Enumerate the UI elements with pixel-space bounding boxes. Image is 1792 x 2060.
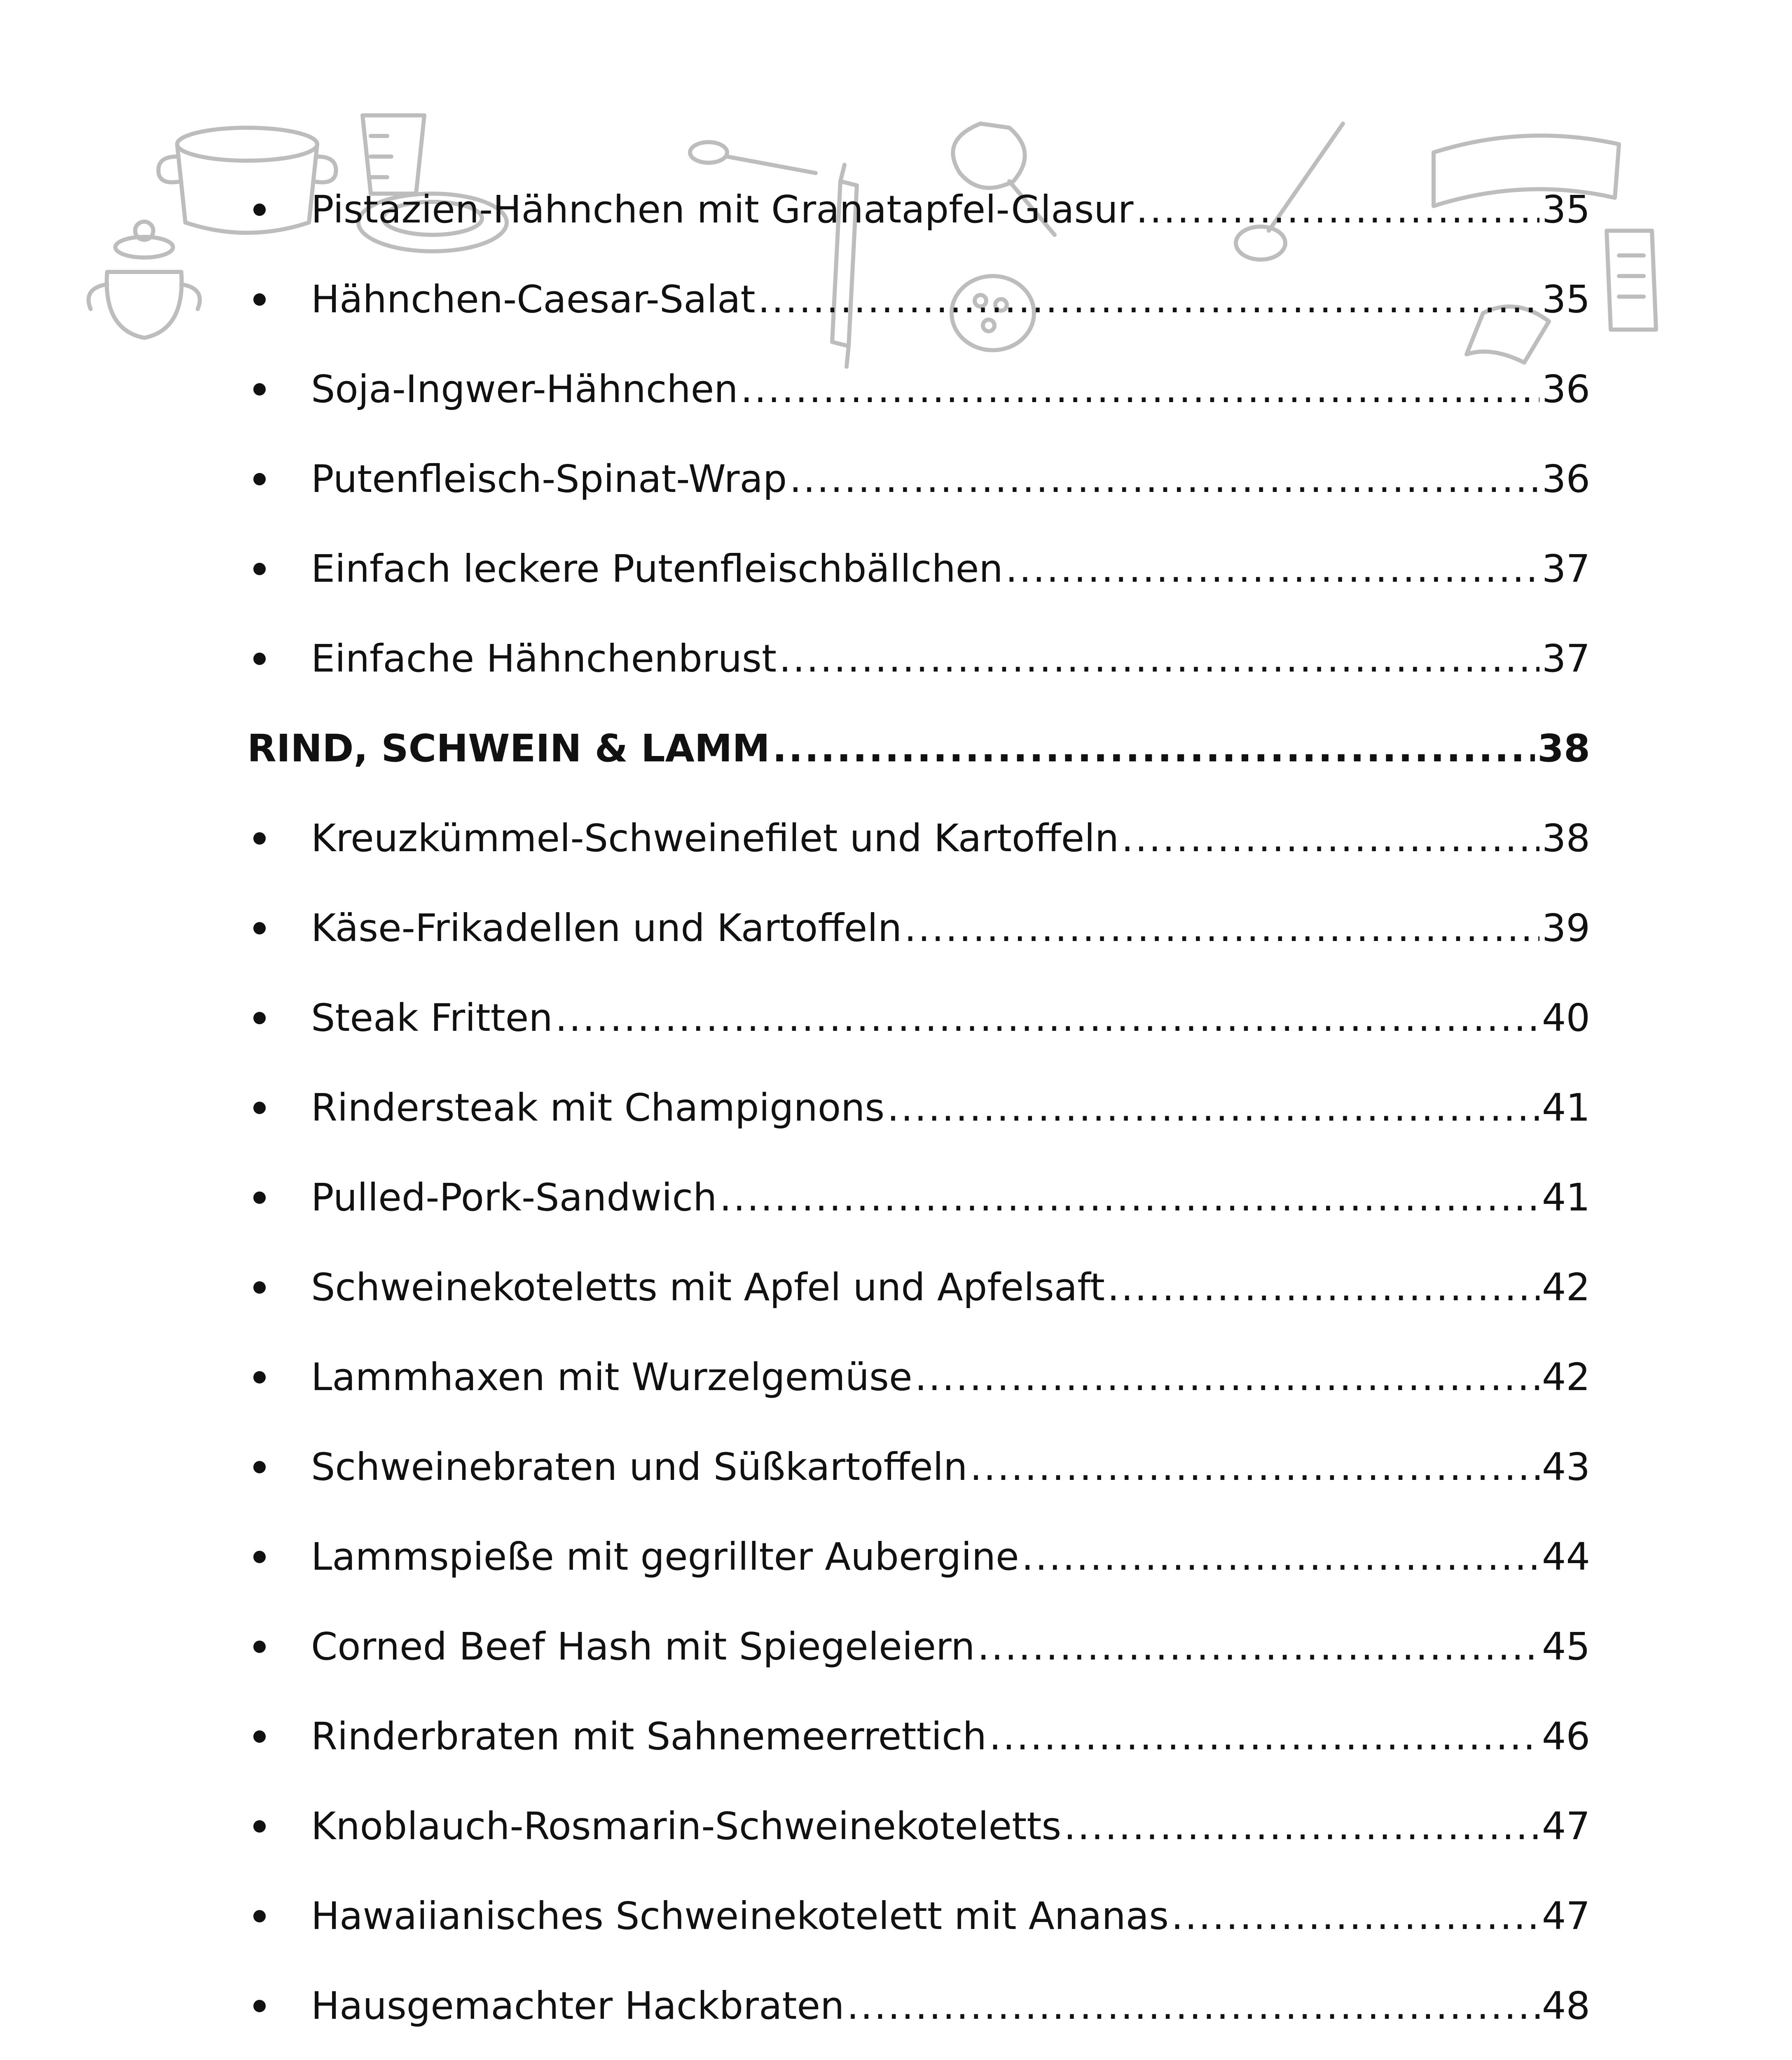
dot-leader [789,460,1539,498]
toc-entry[interactable] [247,1871,1590,1961]
toc-page-number: 44 [1542,1535,1590,1579]
toc-page-number: 41 [1542,1175,1590,1220]
toc-page-number: 36 [1542,367,1590,411]
dot-leader [779,640,1539,678]
toc-entry-title: Schweinebraten und Süßkartoffeln [311,1445,968,1489]
toc-entry-title: Einfache Hähnchenbrust [311,637,777,681]
toc-entry-title: Hawaiianisches Schweinekotelett mit Ananas [311,1894,1169,1938]
toc-page-number: 35 [1542,277,1590,321]
grater-icon [1607,231,1656,330]
dot-leader [1006,550,1539,588]
toc-entry-title: Käse-Frikadellen und Kartoffeln [311,906,902,950]
bullet-icon [253,2000,266,2012]
toc-entry-title: Pulled-Pork-Sandwich [311,1175,717,1220]
toc-entry[interactable] [247,524,1590,614]
toc-page-number: 41 [1542,1086,1590,1130]
toc-page-number: 35 [1542,187,1590,232]
toc-entry[interactable] [247,1422,1590,1512]
toc-entry-title: Knoblauch-Rosmarin-Schweinekoteletts [311,1804,1062,1848]
bullet-icon [253,563,266,575]
dot-leader [915,1358,1539,1396]
toc-page-number: 40 [1542,996,1590,1040]
toc-entry[interactable] [247,1153,1590,1243]
dot-leader [978,1628,1539,1666]
bullet-icon [253,1730,266,1743]
bullet-icon [253,922,266,934]
dot-leader [772,730,1535,768]
dot-leader [847,1987,1539,2025]
dot-leader [970,1448,1539,1486]
toc-entry[interactable] [247,614,1590,704]
toc-entry-title: Schweinekoteletts mit Apfel und Apfelsaft [311,1265,1105,1309]
toc-page-number: 43 [1542,1445,1590,1489]
toc-page-number: 37 [1542,547,1590,591]
toc-entry-title: Rinderbraten mit Sahnemeerrettich [311,1714,987,1758]
toc-section-heading[interactable] [247,704,1590,794]
table-of-contents [247,165,1590,2060]
toc-entry-title: Einfach leckere Putenfleischbällchen [311,547,1003,591]
dot-leader [1121,819,1539,857]
bullet-icon [253,1012,266,1024]
toc-entry[interactable] [247,165,1590,255]
bullet-icon [253,473,266,485]
toc-page-number: 47 [1542,1804,1590,1848]
bullet-icon [253,1641,266,1653]
dot-leader [741,370,1539,408]
toc-entry[interactable] [247,1243,1590,1332]
bullet-icon [253,1910,266,1922]
toc-page-number: 42 [1542,1265,1590,1309]
toc-entry-title: Pistazien-Hähnchen mit Granatapfel-Glasur [311,187,1134,232]
toc-entry-title: Lammspieße mit gegrillter Aubergine [311,1535,1019,1579]
toc-entry[interactable] [247,1961,1590,2051]
bullet-icon [253,1281,266,1294]
sugar-bowl-icon [89,222,200,338]
bullet-icon [253,832,266,845]
toc-entry-title: Hähnchen-Caesar-Salat [311,277,756,321]
dot-leader [1022,1538,1539,1576]
toc-entry-title: Hausgemachter Hackbraten [311,1984,845,2028]
dot-leader [887,1089,1539,1127]
bullet-icon [253,383,266,396]
dot-leader [1064,1807,1539,1845]
toc-entry[interactable] [247,344,1590,434]
toc-page-number: 37 [1542,637,1590,681]
toc-entry[interactable] [247,1512,1590,1602]
toc-entry[interactable] [247,1332,1590,1422]
toc-page-number: 46 [1542,1714,1590,1758]
toc-entry[interactable] [247,2051,1590,2060]
toc-entry[interactable] [247,1602,1590,1692]
bullet-icon [253,1192,266,1204]
dot-leader [1171,1897,1539,1935]
toc-page-number: 47 [1542,1894,1590,1938]
toc-entry[interactable] [247,1692,1590,1781]
toc-entry-title: Putenfleisch-Spinat-Wrap [311,457,787,501]
toc-entry-title: Rindersteak mit Champignons [311,1086,885,1130]
dot-leader [989,1718,1539,1756]
toc-entry-title: RIND, SCHWEIN & LAMM [247,726,770,770]
dot-leader [719,1179,1539,1217]
dot-leader [555,999,1539,1037]
bullet-icon [253,1102,266,1114]
toc-page-number: 48 [1542,1984,1590,2028]
toc-entry[interactable] [247,1063,1590,1153]
toc-entry[interactable] [247,794,1590,883]
bullet-icon [253,1371,266,1383]
bullet-icon [253,653,266,665]
toc-entry[interactable] [247,434,1590,524]
bullet-icon [253,1551,266,1563]
toc-entry[interactable] [247,883,1590,973]
toc-entry-title: Corned Beef Hash mit Spiegeleiern [311,1625,975,1669]
dot-leader [1136,191,1539,229]
bullet-icon [253,1820,266,1833]
toc-page-number: 38 [1537,726,1590,770]
toc-page-number: 38 [1542,816,1590,860]
toc-entry[interactable] [247,973,1590,1063]
bullet-icon [253,1461,266,1473]
toc-entry-title: Lammhaxen mit Wurzelgemüse [311,1355,912,1399]
toc-entry[interactable] [247,1781,1590,1871]
dot-leader [1107,1269,1539,1306]
toc-page-number: 39 [1542,906,1590,950]
bullet-icon [253,293,266,306]
toc-entry-title: Steak Fritten [311,996,553,1040]
dot-leader [904,909,1539,947]
bullet-icon [253,204,266,216]
toc-page-number: 42 [1542,1355,1590,1399]
toc-entry-title: Soja-Ingwer-Hähnchen [311,367,738,411]
toc-page-number: 45 [1542,1625,1590,1669]
toc-entry[interactable] [247,255,1590,344]
dot-leader [758,281,1539,318]
toc-entry-title: Kreuzkümmel-Schweinefilet und Kartoffeln [311,816,1119,860]
toc-page-number: 36 [1542,457,1590,501]
